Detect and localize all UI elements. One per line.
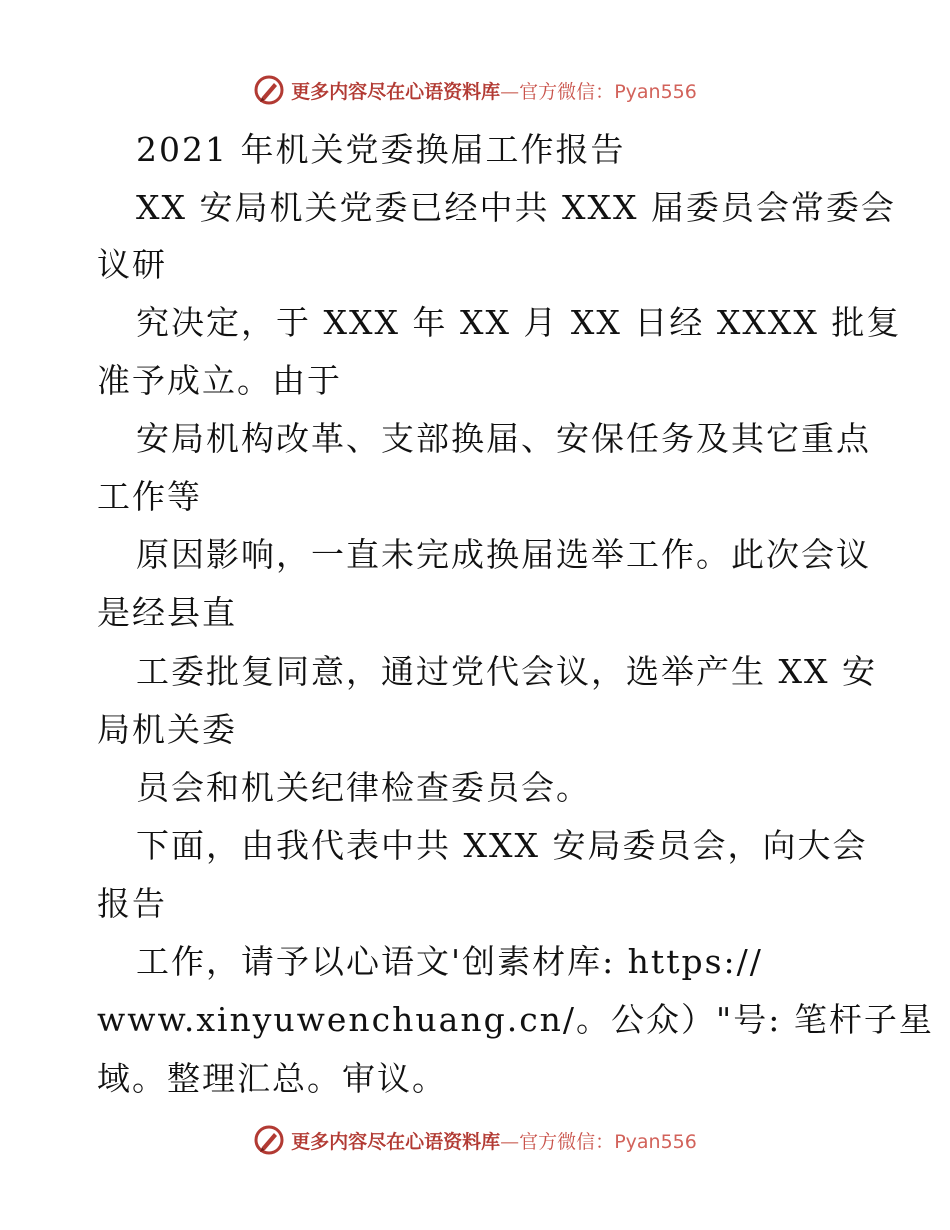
banner-separator: — [500, 1130, 520, 1153]
banner-text [291, 1127, 697, 1154]
pen-logo-icon [253, 1124, 285, 1156]
paragraph-line: 是经县直 [97, 593, 237, 632]
paragraph-line: 工委批复同意，通过党代会议，选举产生 XX 安 [136, 652, 877, 691]
banner-wechat-label: 官方微信： [519, 1130, 615, 1153]
banner-text [291, 77, 697, 104]
paragraph-line: 准予成立。由于 [97, 361, 342, 400]
paragraph-line: 下面，由我代表中共 XXX 安局委员会，向大会 [136, 826, 868, 865]
paragraph-line: 安局机构改革、支部换届、安保任务及其它重点 [136, 419, 871, 458]
banner-wechat-label: 官方微信： [519, 80, 615, 103]
paragraph-line: 局机关委 [97, 710, 237, 749]
pen-logo-icon [253, 74, 285, 106]
paragraph-line: 工作，请予以心语文'创素材库: https:// [136, 942, 763, 981]
paragraph-line: 原因影响，一直未完成换届选举工作。此次会议 [136, 535, 871, 574]
paragraph-line-url: www.xinyuwenchuang.cn/。公众）"号: 笔杆子星 [97, 1000, 934, 1039]
paragraph-line: 员会和机关纪律检查委员会。 [136, 768, 591, 807]
banner-site-name: 更多内容尽在心语资料库 [291, 80, 501, 103]
paragraph-line: 报告 [97, 884, 167, 923]
paragraph-line: 议研 [97, 245, 167, 284]
banner-separator: — [500, 80, 520, 103]
banner-wechat-account: Pyan556 [614, 80, 697, 103]
paragraph-line: 究决定，于 XXX 年 XX 月 XX 日经 XXXX 批复 [136, 303, 902, 342]
document-title: 2021 年机关党委换届工作报告 [136, 130, 626, 169]
paragraph-line: 工作等 [97, 477, 202, 516]
banner-wechat-account: Pyan556 [614, 1130, 697, 1153]
banner-site-name: 更多内容尽在心语资料库 [291, 1130, 501, 1153]
paragraph-line: XX 安局机关党委已经中共 XXX 届委员会常委会 [136, 188, 896, 227]
footer-banner [0, 1120, 950, 1160]
paragraph-line: 域。整理汇总。审议。 [97, 1059, 447, 1098]
header-banner [0, 70, 950, 110]
